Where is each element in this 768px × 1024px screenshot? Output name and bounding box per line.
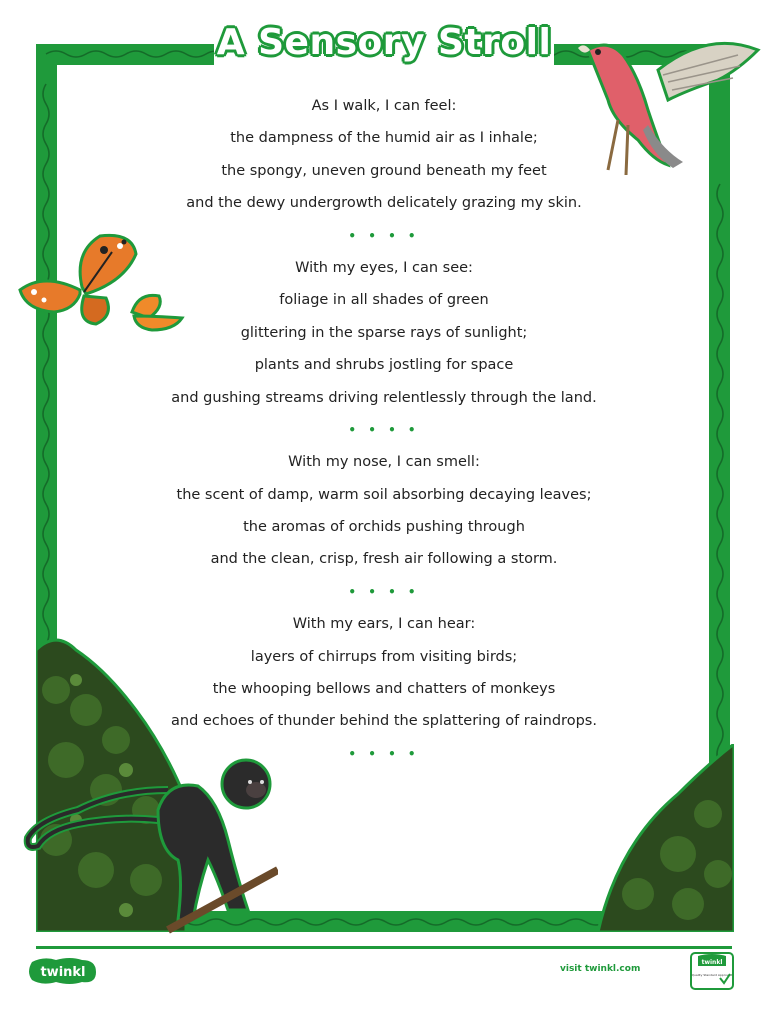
poem-line: and echoes of thunder behind the splattering of raindrops. (171, 713, 597, 730)
stanza-separator: • • • • (348, 228, 420, 243)
poem-line: As I walk, I can feel: (311, 98, 457, 114)
stanza-separator: • • • • (348, 422, 420, 437)
stanza-separator: • • • • (348, 746, 420, 761)
footer-divider (36, 946, 732, 949)
butterfly-illustration (14, 232, 190, 338)
page-title: A Sensory Stroll (216, 22, 552, 63)
quality-badge (690, 952, 734, 990)
poem-line: plants and shrubs jostling for space (254, 357, 514, 374)
poem-line: glittering in the sparse rays of sunlight; (240, 324, 528, 341)
twinkl-logo-text: twinkl (40, 965, 86, 980)
jungle-foliage-illustration (598, 744, 734, 932)
poem-line: the dampness of the humid air as I inhale; (230, 130, 538, 147)
poem-line: layers of chirrups from visiting birds; (250, 648, 518, 665)
poem-line: the whooping bellows and chatters of monkeys (212, 681, 556, 698)
poem-line: the scent of damp, warm soil absorbing decaying leaves; (176, 486, 592, 503)
badge-text: Quality Standard Approved (691, 973, 733, 977)
poem-line: the aromas of orchids pushing through (243, 519, 525, 536)
poem-line: With my ears, I can hear: (292, 616, 476, 633)
monkey-illustration (18, 750, 278, 936)
twinkl-logo[interactable] (26, 956, 100, 986)
poem-line: With my nose, I can smell: (288, 454, 480, 471)
badge-brand: twinkl (701, 959, 723, 966)
visit-link[interactable]: visit twinkl.com (560, 964, 641, 974)
poem-line: and the dewy undergrowth delicately grazing my skin. (186, 195, 582, 212)
poem-line: and the clean, crisp, fresh air following a storm. (210, 551, 558, 568)
stanza-separator: • • • • (348, 584, 420, 599)
poem-line: the spongy, uneven ground beneath my feet (221, 162, 547, 179)
poem-line: foliage in all shades of green (279, 292, 489, 309)
cockatoo-illustration (568, 30, 764, 180)
poem-line: With my eyes, I can see: (295, 259, 473, 276)
poem-line: and gushing streams driving relentlessly through the land. (171, 389, 597, 406)
